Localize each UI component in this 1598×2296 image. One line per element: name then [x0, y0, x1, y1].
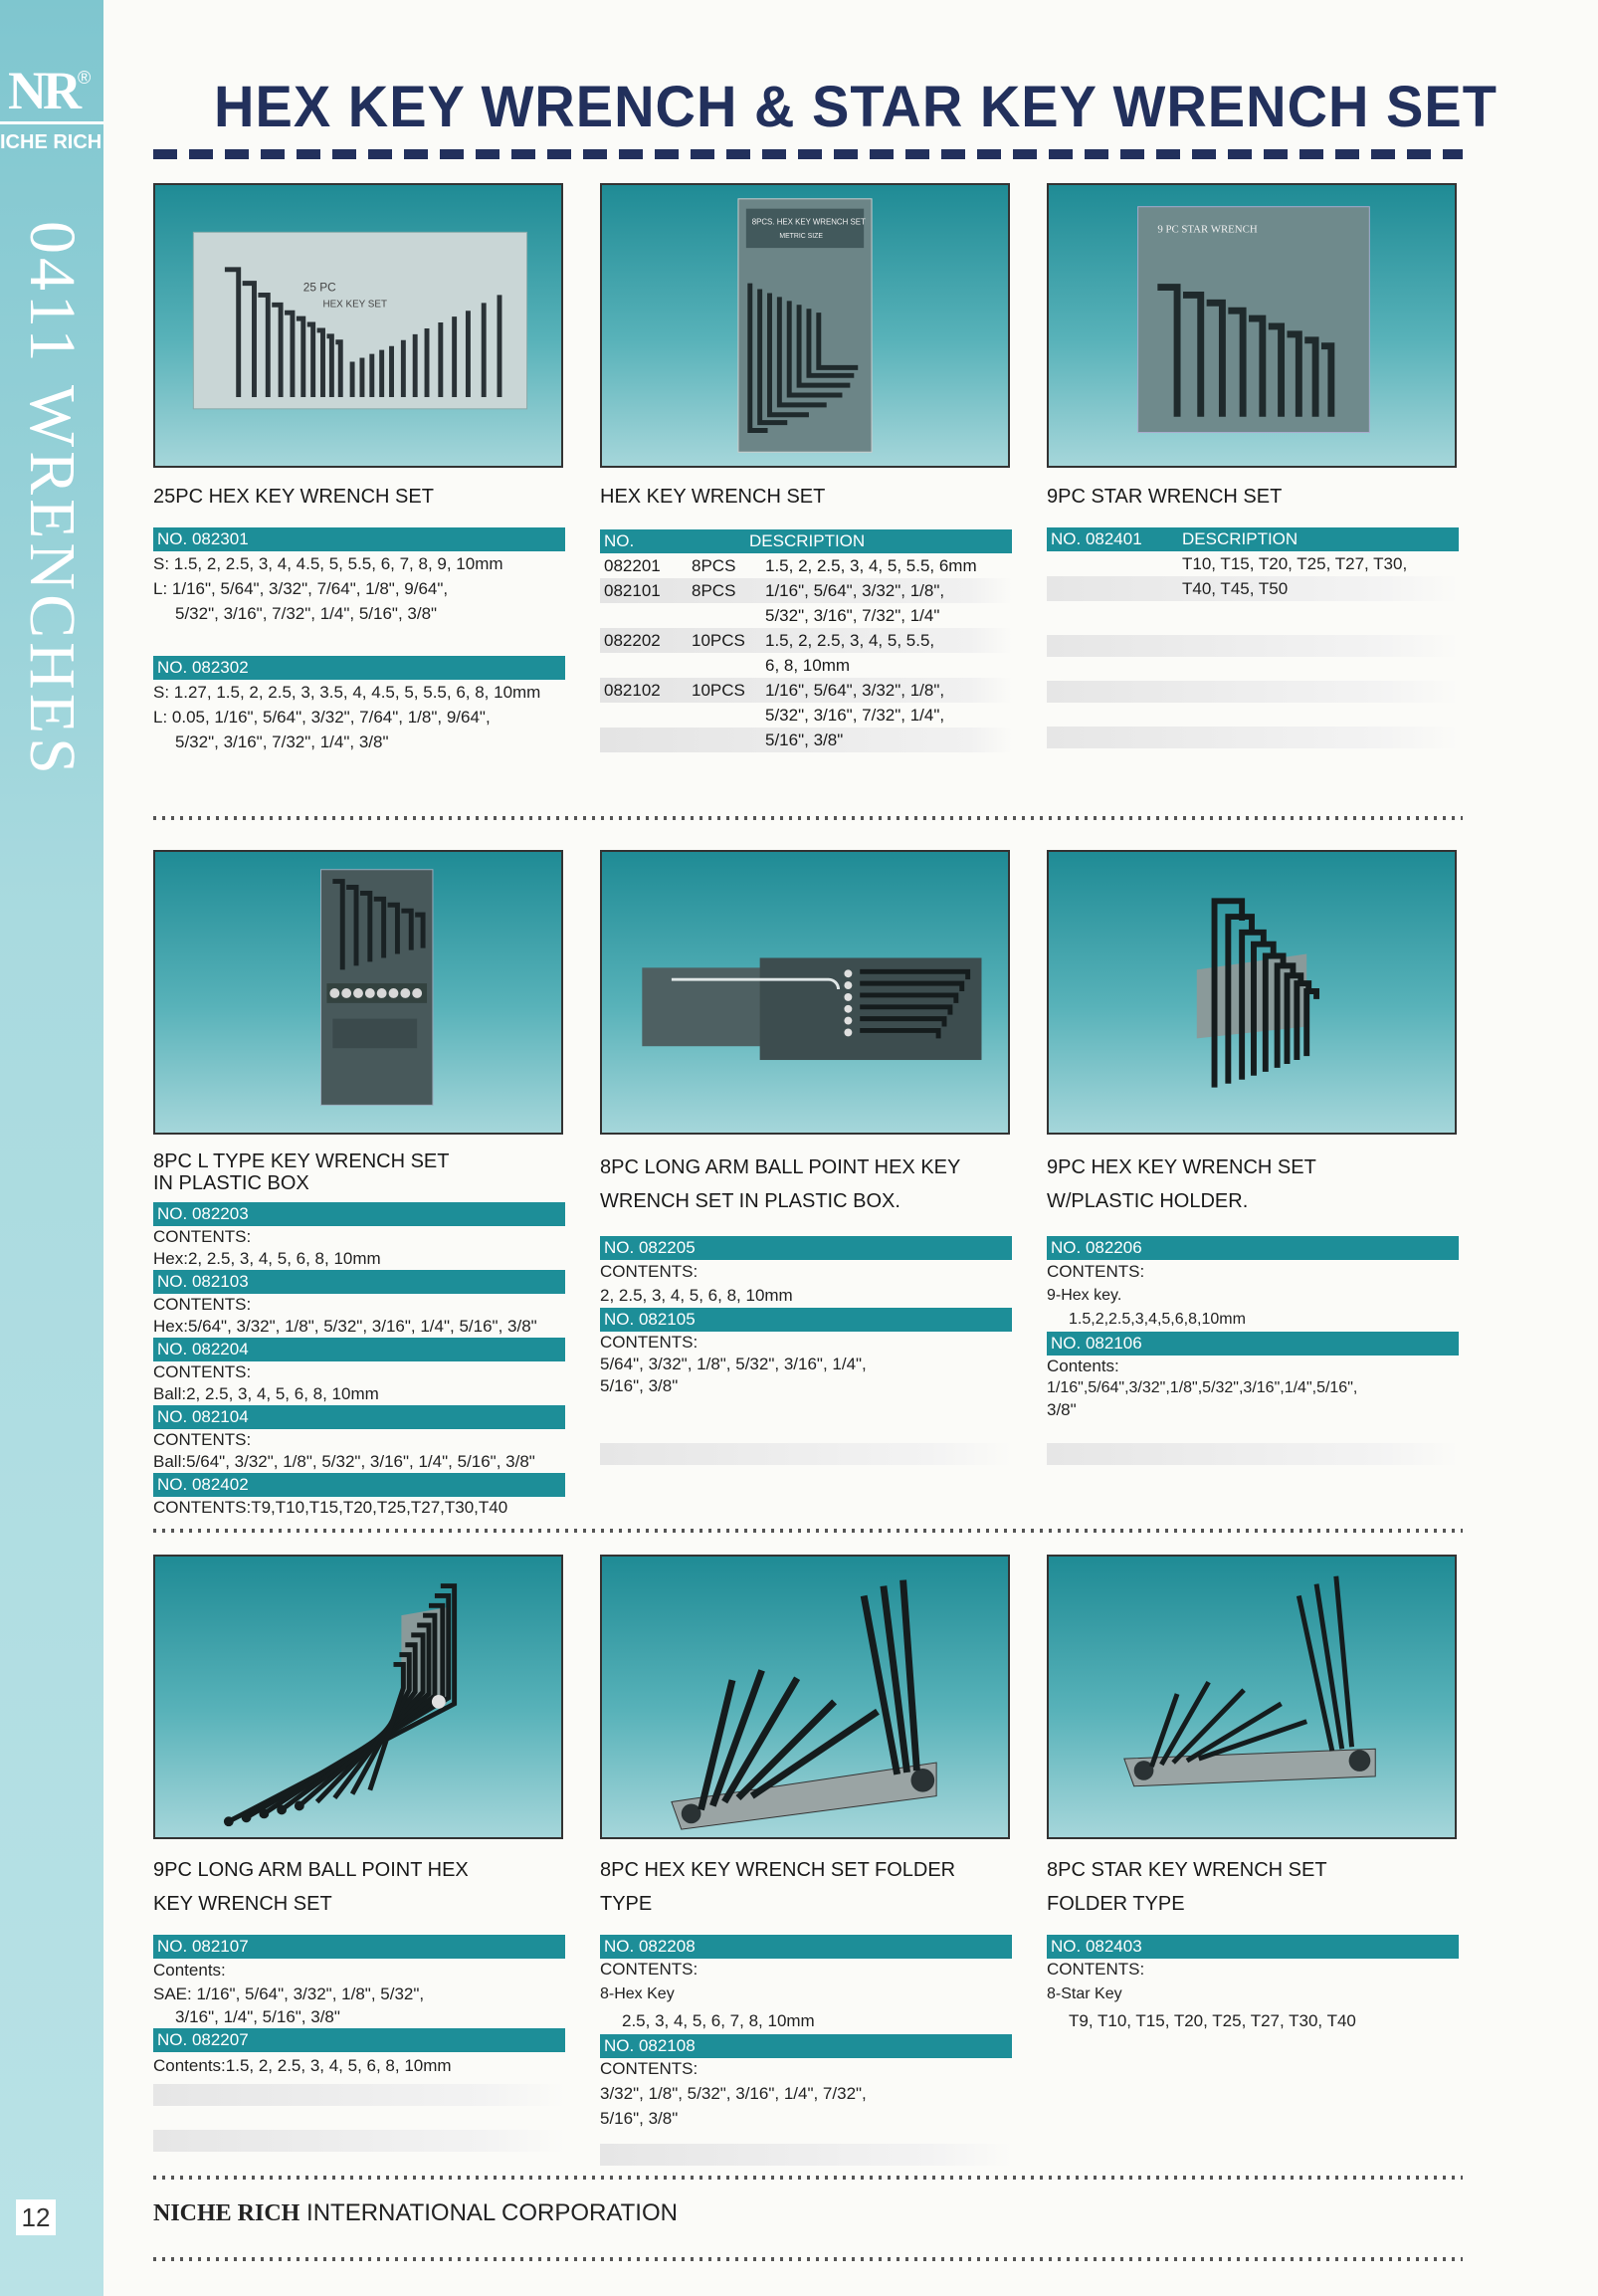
logo-divider: [0, 121, 103, 124]
spec-line: Contents:: [153, 1961, 226, 1980]
product-photo-hex-key-set: [600, 183, 1010, 468]
spec-line: Contents:1.5, 2, 2.5, 3, 4, 5, 6, 8, 10mm: [153, 2056, 452, 2075]
logo-mark: NR: [8, 61, 78, 120]
item-number: NO. 082107: [153, 1935, 565, 1959]
row-divider: [153, 1529, 1463, 1533]
product-title: HEX KEY WRENCH SET: [600, 486, 826, 508]
row-description: 1/16", 5/64", 3/32", 1/8",: [765, 681, 945, 700]
row-number: 082102: [604, 681, 661, 700]
spec-line: CONTENTS:T9,T10,T15,T20,T25,T27,T30,T40: [153, 1498, 508, 1517]
item-number: NO. 082402: [153, 1473, 565, 1497]
row-number: 082202: [604, 631, 661, 650]
product-title: 9PC STAR WRENCH SET: [1047, 486, 1283, 508]
spec-line: 8-Hex Key: [600, 1985, 675, 2002]
spec-line: 3/16", 1/4", 5/16", 3/8": [175, 2007, 340, 2026]
row-divider: [153, 2257, 1463, 2261]
product-title: W/PLASTIC HOLDER.: [1047, 1190, 1249, 1212]
photo-label: HEX KEY SET: [322, 299, 387, 311]
row-description: 1.5, 2, 2.5, 3, 4, 5, 5.5,: [765, 631, 935, 650]
item-number: NO. 082301: [153, 527, 565, 551]
star-number: NO. 082401: [1051, 529, 1142, 548]
product-photo-9pc-holder: [1047, 850, 1457, 1135]
product-25pc-hex-key-set: [153, 484, 565, 754]
row-description: 5/32", 3/16", 7/32", 1/4",: [765, 706, 945, 725]
row-divider: [153, 2176, 1463, 2180]
row-number: 082201: [604, 556, 661, 575]
spec-line: SAE: 1/16", 5/64", 3/32", 1/8", 5/32",: [153, 1984, 425, 2003]
blank-row: [153, 2130, 565, 2152]
spec-line: CONTENTS:: [600, 1333, 699, 1352]
table-row: [600, 553, 1012, 578]
table-row: [600, 728, 1012, 752]
row-description: 1.5, 2, 2.5, 3, 4, 5, 5.5, 6mm: [765, 556, 977, 575]
footer-brand: NICHE RICH: [153, 2200, 300, 2226]
table-header: [600, 529, 1012, 553]
spec-line: 5/64", 3/32", 1/8", 5/32", 3/16", 1/4",: [600, 1355, 867, 1373]
table-row: [600, 703, 1012, 728]
table-row: [600, 678, 1012, 703]
blank-row: [1047, 1443, 1459, 1465]
spec-line: 1/16",5/64",3/32",1/8",5/32",3/16",1/4",5/16",: [1047, 1379, 1358, 1396]
item-number: NO. 082205: [600, 1236, 1012, 1260]
product-title: FOLDER TYPE: [1047, 1893, 1185, 1915]
row-number: 082101: [604, 581, 661, 600]
spec-line: T9, T10, T15, T20, T25, T27, T30, T40: [1069, 2011, 1356, 2030]
product-photo-8pc-hex-folder: [600, 1555, 1010, 1839]
header-description: DESCRIPTION: [749, 531, 866, 550]
spec-line: 5/32", 3/16", 7/32", 1/4", 3/8": [175, 732, 389, 751]
spec-line: 3/32", 1/8", 5/32", 3/16", 1/4", 7/32",: [600, 2084, 867, 2103]
page-title: HEX KEY WRENCH & STAR KEY WRENCH SET: [214, 73, 1498, 139]
spec-line: Ball:5/64", 3/32", 1/8", 5/32", 3/16", 1/4", 5/16", 3/8": [153, 1452, 535, 1471]
item-number: [1047, 527, 1459, 551]
table-row: [600, 578, 1012, 603]
product-photo-8pc-long-arm-box: [600, 850, 1010, 1135]
row-pieces: 10PCS: [692, 681, 745, 700]
product-title: 8PC HEX KEY WRENCH SET FOLDER: [600, 1859, 956, 1881]
item-number: NO. 082207: [153, 2028, 565, 2052]
product-table: [600, 553, 1012, 752]
blank-row: [1047, 681, 1459, 703]
title-divider: [153, 149, 1463, 159]
section-label: 0411 WRENCHES: [16, 221, 89, 778]
photo-label: 25 PC: [302, 280, 336, 295]
sidebar: [0, 0, 103, 2296]
spec-line: T40, T45, T50: [1047, 576, 1459, 601]
table-row: [600, 603, 1012, 628]
product-title: KEY WRENCH SET: [153, 1893, 332, 1915]
item-number: NO. 082206: [1047, 1236, 1459, 1260]
product-photo-25pc-hex: [153, 183, 563, 468]
item-number: NO. 082104: [153, 1405, 565, 1429]
spec-line: 3/8": [1047, 1400, 1077, 1419]
table-row: [600, 628, 1012, 653]
footer-rest: INTERNATIONAL CORPORATION: [300, 2199, 678, 2226]
item-number: NO. 082403: [1047, 1935, 1459, 1959]
spec-line: 5/16", 3/8": [600, 1376, 679, 1395]
product-9pc-long-arm-ball: [153, 1853, 565, 2152]
header-no: NO.: [604, 531, 635, 550]
product-photo-8pc-l-type: [153, 850, 563, 1135]
item-number: NO. 082204: [153, 1338, 565, 1361]
row-divider: [153, 816, 1463, 820]
item-number: NO. 082208: [600, 1935, 1012, 1959]
spec-line: Hex:2, 2.5, 3, 4, 5, 6, 8, 10mm: [153, 1249, 381, 1268]
product-hex-key-set: [600, 484, 1012, 752]
product-photo-8pc-star-folder: [1047, 1555, 1457, 1839]
product-title: 25PC HEX KEY WRENCH SET: [153, 486, 434, 508]
spec-line: CONTENTS:: [600, 1262, 699, 1281]
item-number: NO. 082105: [600, 1308, 1012, 1332]
spec-line: CONTENTS:: [1047, 1960, 1145, 1979]
spec-line: 5/16", 3/8": [600, 2109, 679, 2128]
product-title: 8PC LONG ARM BALL POINT HEX KEY: [600, 1156, 961, 1178]
product-photo-9pc-star: [1047, 183, 1457, 468]
spec-line: S: 1.27, 1.5, 2, 2.5, 3, 3.5, 4, 4.5, 5, 5.5, 6, 8, 10mm: [153, 683, 541, 702]
product-title: 8PC STAR KEY WRENCH SET: [1047, 1859, 1327, 1881]
row-description: 5/32", 3/16", 7/32", 1/4": [765, 606, 940, 625]
photo-label: 8PCS. HEX KEY WRENCH SET: [751, 217, 866, 227]
product-8pc-hex-folder: [600, 1853, 1012, 2166]
spec-line: L: 1/16", 5/64", 3/32", 7/64", 1/8", 9/64",: [153, 579, 449, 598]
item-number: NO. 082302: [153, 656, 565, 680]
spec-line: 5/32", 3/16", 7/32", 1/4", 5/16", 3/8": [175, 604, 438, 623]
product-title: 9PC LONG ARM BALL POINT HEX: [153, 1859, 469, 1881]
photo-label: 9 PC STAR WRENCH: [1157, 223, 1258, 236]
product-title: 8PC L TYPE KEY WRENCH SET: [153, 1150, 450, 1172]
table-row: [600, 653, 1012, 678]
row-pieces: 8PCS: [692, 556, 736, 575]
product-8pc-long-arm-ball-box: [600, 1150, 1012, 1465]
spec-line: Contents:: [1047, 1357, 1119, 1375]
row-description: 1/16", 5/64", 3/32", 1/8",: [765, 581, 945, 600]
logo-registered: ®: [78, 68, 92, 88]
product-photo-9pc-long-arm: [153, 1555, 563, 1839]
row-pieces: 10PCS: [692, 631, 745, 650]
blank-row: [600, 2144, 1012, 2166]
blank-row: [600, 1443, 1012, 1465]
photo-label: METRIC SIZE: [779, 233, 824, 241]
row-pieces: 8PCS: [692, 581, 736, 600]
spec-line: CONTENTS:: [1047, 1262, 1145, 1281]
product-8pc-l-type-set: [153, 1150, 565, 1519]
spec-line: CONTENTS:: [600, 1960, 699, 1979]
spec-line: CONTENTS:: [600, 2059, 699, 2078]
spec-line: 1.5,2,2.5,3,4,5,6,8,10mm: [1069, 1311, 1246, 1328]
spec-line: 2, 2.5, 3, 4, 5, 6, 8, 10mm: [600, 1286, 793, 1305]
item-number: NO. 082203: [153, 1202, 565, 1226]
spec-line: L: 0.05, 1/16", 5/64", 3/32", 7/64", 1/8", 9/64",: [153, 708, 491, 727]
blank-row: [1047, 635, 1459, 657]
spec-line: CONTENTS:: [153, 1430, 252, 1449]
spec-line: 2.5, 3, 4, 5, 6, 7, 8, 10mm: [622, 2011, 815, 2030]
spec-line: CONTENTS:: [153, 1227, 252, 1246]
product-8pc-star-folder: [1047, 1853, 1459, 2034]
blank-row: [153, 2084, 565, 2106]
product-9pc-hex-holder: [1047, 1150, 1459, 1465]
spec-line: 9-Hex key.: [1047, 1287, 1122, 1304]
row-description: 5/16", 3/8": [765, 731, 844, 749]
product-title: WRENCH SET IN PLASTIC BOX.: [600, 1190, 900, 1212]
spec-line: T10, T15, T20, T25, T27, T30,: [1182, 554, 1408, 573]
item-number: NO. 082103: [153, 1270, 565, 1294]
spec-line: CONTENTS:: [153, 1295, 252, 1314]
page-number: 12: [16, 2199, 56, 2235]
spec-line: 8-Star Key: [1047, 1985, 1122, 2002]
product-title: TYPE: [600, 1893, 653, 1915]
footer-company: [153, 2199, 678, 2227]
spec-line: Ball:2, 2.5, 3, 4, 5, 6, 8, 10mm: [153, 1384, 379, 1403]
product-title: IN PLASTIC BOX: [153, 1172, 309, 1194]
brand-logo: [0, 60, 103, 171]
product-9pc-star-set: [1047, 484, 1459, 748]
spec-line: S: 1.5, 2, 2.5, 3, 4, 4.5, 5, 5.5, 6, 7, 8, 9, 10mm: [153, 554, 503, 573]
item-number: NO. 082108: [600, 2034, 1012, 2058]
spec-line: Hex:5/64", 3/32", 1/8", 5/32", 3/16", 1/4", 5/16", 3/8": [153, 1317, 537, 1336]
product-title: 9PC HEX KEY WRENCH SET: [1047, 1156, 1316, 1178]
header-description: DESCRIPTION: [1182, 529, 1298, 548]
blank-row: [1047, 727, 1459, 748]
item-number: NO. 082106: [1047, 1332, 1459, 1356]
spec-line: CONTENTS:: [153, 1362, 252, 1381]
row-description: 6, 8, 10mm: [765, 656, 851, 675]
logo-name: ICHE RICH: [0, 131, 102, 153]
